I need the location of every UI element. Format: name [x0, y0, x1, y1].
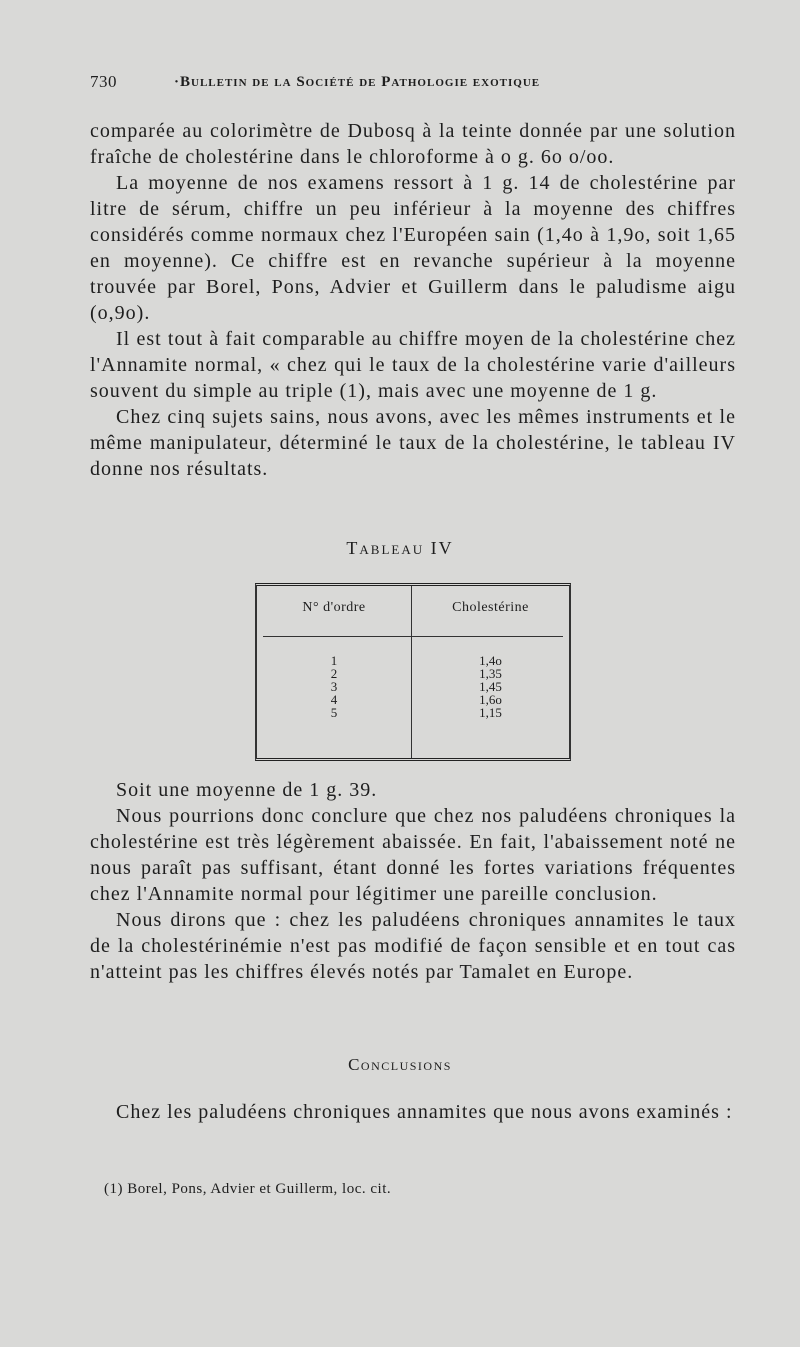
section-heading: Conclusions	[348, 1055, 452, 1074]
header-rule	[263, 636, 563, 637]
paragraph: La moyenne de nos examens ressort à 1 g. 14 de cholestérine par litre de sérum, chiffre un peu inférieur à la moyenne des chiffres considérés comme normaux chez l'Européen sain (1,4o à 1,9o, soit 1,65 en moyenne). Ce chiffre est en revanche supérieur à la moyenne trouvée par Borel, Pons, Advier et Guillerm dans le paludisme aigu (o,9o).	[90, 172, 736, 324]
table-cell: 1,45	[479, 679, 502, 694]
journal-title: ·Bulletin de la Société de Pathologie exotique	[174, 74, 541, 90]
table-header-order: N° d'ordre	[302, 600, 366, 615]
paragraph: Il est tout à fait comparable au chiffre moyen de la cholestérine chez l'Annamite normal, « chez qui le taux de la cholestérine varie d'ailleurs souvent du simple au triple (1), mais avec une moyenne de 1 g.	[90, 328, 736, 402]
table-cell: 1,15	[479, 705, 502, 720]
paragraph: Nous pourrions donc conclure que chez nos paludéens chroniques la cholestérine est très légèrement abaissée. En fait, l'abaissement noté ne nous paraît pas suffisant, étant donné les fortes variations fréquentes chez l'Annamite normal pour légitimer une pareille conclusion.	[90, 805, 736, 905]
table-cell: 3	[330, 679, 338, 694]
table-cell: 4	[330, 692, 338, 707]
table-cell: 1,6o	[479, 692, 502, 707]
footnote: (1) Borel, Pons, Advier et Guillerm, loc. cit.	[104, 1181, 392, 1197]
paragraph: Soit une moyenne de 1 g. 39.	[116, 779, 378, 801]
table-cell: 5	[330, 705, 338, 720]
table-cell: 1,4o	[479, 653, 502, 668]
table-header-cholesterine: Cholestérine	[452, 600, 529, 615]
paragraph: Chez cinq sujets sains, nous avons, avec les mêmes instruments et le même manipulateur, déterminé le taux de la cholestérine, le tableau IV donne nos résultats.	[90, 406, 736, 480]
table-cell: 1,35	[479, 666, 502, 681]
paragraph: comparée au colorimètre de Dubosq à la teinte donnée par une solution fraîche de cholestérine dans le chloroforme à o g. 6o o/oo.	[90, 120, 736, 168]
order-column	[257, 654, 411, 719]
cholesterine-column	[412, 654, 569, 719]
conclusion-text	[90, 1099, 736, 1125]
table-cell: 2	[330, 666, 338, 681]
body-text-top	[90, 118, 736, 482]
body-text-bottom	[90, 777, 736, 985]
page-number: 730	[90, 72, 117, 91]
paragraph: Chez les paludéens chroniques annamites que nous avons examinés :	[116, 1101, 733, 1123]
data-table	[255, 583, 571, 761]
table-cell: 1	[330, 653, 338, 668]
table-caption: Tableau IV	[346, 538, 454, 558]
paragraph: Nous dirons que : chez les paludéens chroniques annamites le taux de la cholestérinémie n'est pas modifié de façon sensible et en tout cas n'atteint pas les chiffres élevés notés par Tamalet en Europe.	[90, 909, 736, 983]
